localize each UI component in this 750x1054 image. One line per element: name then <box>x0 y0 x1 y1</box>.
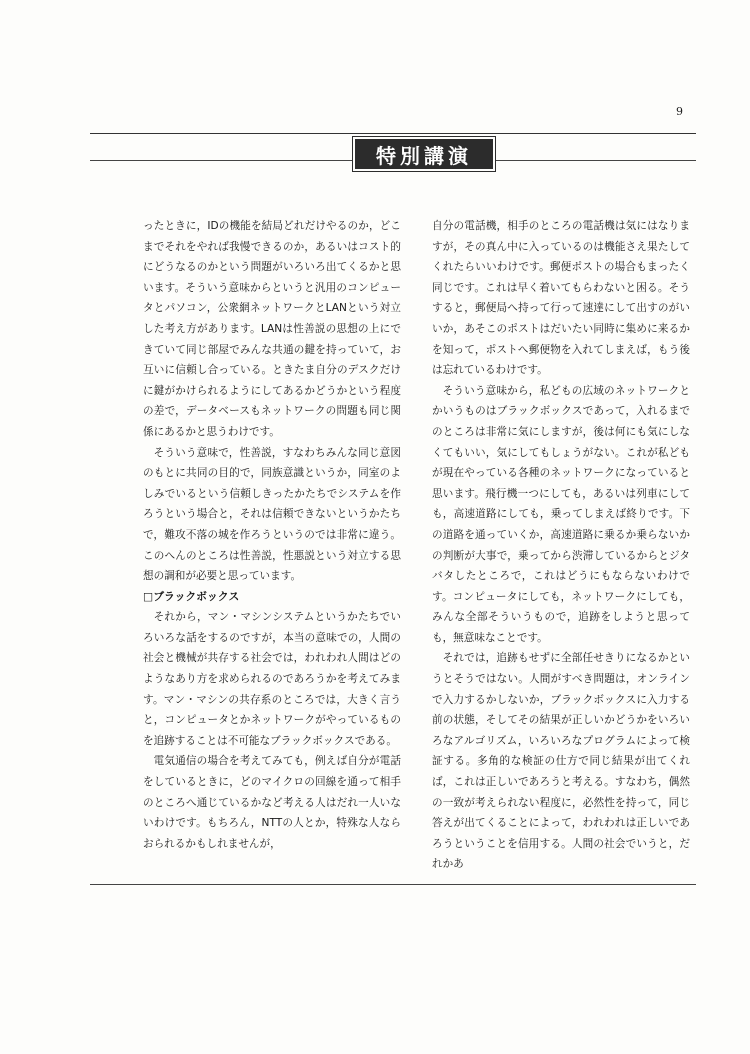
paragraph: 自分の電話機，相手のところの電話機は気にはなりますが，その真ん中に入っているのは機能さえ果たしてくれたらいいわけです。郵便ポストの場合もまったく同じです。これは早く着いてもらわないと困る。そうすると，郵便局へ持って行って速達にして出すのがいいか，あそこのポストはだいたい同時に集めに来るかを知って，ポストへ郵便物を入れてしまえば，もう後は忘れているわけです。 <box>432 220 690 377</box>
paragraph: それから，マン・マシンシステムというかたちでいろいろな話をするのですが，本当の意味での，人間の社会と機械が共存する社会では，われわれ人間はどのようなあり方を求められるのであろうかを考えてみます。マン・マシンの共存系のところでは，大きく言うと，コンピュータとかネットワークがやっているものを追跡することは不可能なブラックボックスである。 <box>143 611 401 747</box>
right-column <box>432 216 690 875</box>
section-heading: □ブラックボックス <box>143 589 240 603</box>
page-number: 9 <box>676 105 683 118</box>
header-rule-top <box>90 133 696 134</box>
footer-rule <box>90 884 696 885</box>
paragraph: そういう意味で，性善説，すなわちみんな同じ意図のもとに共同の目的で，同族意識というか，同室のよしみでいるという信頼しきったかたちでシステムを作ろうという場合と，それは信頼できないというかたちで，難攻不落の城を作ろうというのでは非常に違う。このへんのところは性善説，性悪説という対立する思想の調和が必要と思っています。 <box>143 446 401 583</box>
paragraph: ったときに，IDの機能を結局どれだけやるのか，どこまでそれをやれば我慢できるのか，あるいはコスト的にどうなるのかという問題がいろいろ出てくるかと思います。そういう意味からというと汎用のコンピュータとパソコン，公衆網ネットワークとLANという対立した考え方があります。LANは性善説の思想の上にできていて同じ部屋でみんな共通の鍵を持っていて，お互いに信頼し合っている。ときたま自分のデスクだけに鍵がかけられるようにしてあるかどうかという程度の差で，データベースもネットワークの問題も同じ関係にあるかと思うわけです。 <box>143 220 401 438</box>
section-title-banner: 特別講演 <box>355 139 493 169</box>
left-column <box>143 216 401 854</box>
paragraph: 電気通信の場合を考えてみても，例えば自分が電話をしているときに，どのマイクロの回線を通って相手のところへ通じているかなど考える人はだれ一人いないわけです。もちろん，NTTの人とか，特殊な人ならおられるかもしれませんが， <box>143 755 401 850</box>
paragraph: それでは，追跡もせずに全部任せきりになるかというとそうではない。人間がすべき問題は，オンラインで入力するかしないか，ブラックボックスに入力する前の状態，そしてその結果が正しいかどうかをいろいろなアルゴリズム，いろいろなプログラムによって検証する。多角的な検証の仕方で同じ結果が出てくれば，これは正しいであろうと考える。すなわち，偶然の一致が考えられない程度に，必然性を持って，同じ答えが出てくることによって，われわれは正しいであろうということを信用する。人間の社会でいうと，だれかあ <box>432 652 690 871</box>
paragraph: そういう意味から，私どもの広域のネットワークとかいうものはブラックボックスであって，入れるまでのところは非常に気にしますが，後は何にも気にしなくてもいい，気にしてもしょうがない。これが私どもが現在やっている各種のネットワークになっていると思います。飛行機一つにしても，あるいは列車にしても，高速道路にしても，乗ってしまえば終りです。下の道路を通っていくか，高速道路に乗るか乗らないかの判断が大事で，乗ってから渋滞しているからとジタバタしたところで，これはどうにもならないわけです。コンピュータにしても，ネットワークにしても，みんな全部そういうもので，追跡をしようと思っても，無意味なことです。 <box>432 384 690 644</box>
